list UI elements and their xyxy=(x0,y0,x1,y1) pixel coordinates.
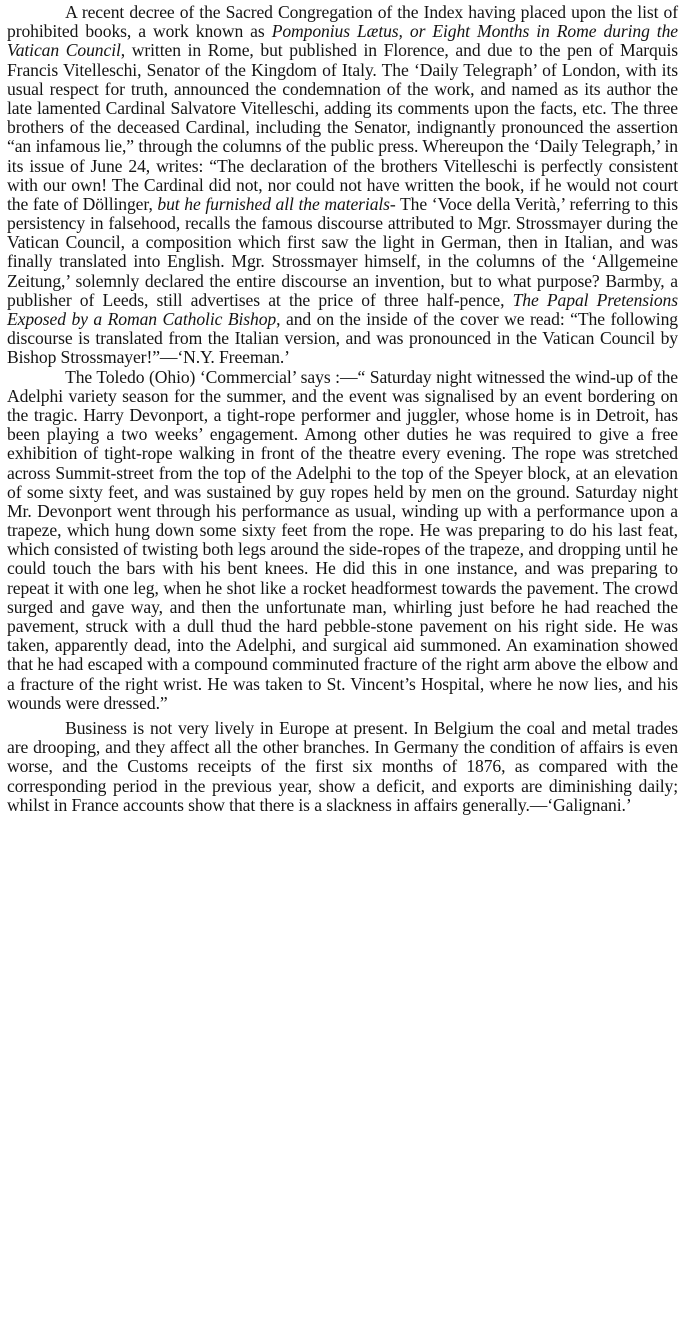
text-run: A recent decree of the Sacred Congregation of the Index having placed upon the list of prohibited books, a work known as xyxy=(7,2,678,42)
paragraph-business-europe xyxy=(7,719,678,815)
italic-emphasis: but he furnished all the materials- xyxy=(157,193,396,214)
paragraph-toledo-commercial xyxy=(7,368,678,713)
paragraph-vitelleschi xyxy=(7,3,678,368)
text-run: The ‘Voce della Verità,’ referring to this persistency in falsehood, recalls the famous discourse attributed to Mgr. Strossmayer during the Vatican Council, a composition which first saw the light in German, then in Italian, and was finally translated into English. Mgr. Strossmayer himself, in the columns of the ‘Allgemeine Zeitung,’ solemnly declared the entire discourse an invention, but to what purpose? Barmby, a publisher of Leeds, still advertises at the price of three half-pence, xyxy=(7,193,678,310)
italic-book-title: The Papal Pretensions Exposed by a Roman Catholic Bishop xyxy=(7,289,678,329)
text-run: The Toledo (Ohio) ‘Commercial’ says :—“ Saturday night witnessed the wind-up of the Adelphi variety season for the summer, and the event was signalised by an event bordering on the tragic. Harry Devonport, a tight-rope performer and juggler, whose home is in Detroit, has been playing a two weeks’ engagement. Among other duties he was required to give a free exhibition of tight-rope walking in front of the theatre every evening. The rope was stretched across Summit-street from the top of the Adelphi to the top of the Speyer block, at an elevation of some sixty feet, and was sustained by guy ropes held by men on the ground. Saturday night Mr. Devonport went through his performance as usual, winding up with a performance upon a trapeze, which hung down some sixty feet from the rope. He was preparing to do his last feat, which consisted of twisting both legs around the side-ropes of the trapeze, and dropping until he could touch the bars with his bent knees. He did this in one instance, and was preparing to repeat it with one leg, when he shot like a rocket headformest towards the pavement. The crowd surged and gave way, and then the unfortunate man, whirling just before he had reached the pavement, struck with a dull thud the hard pebble-stone pavement on his right side. He was taken, apparently dead, into the Adelphi, and surgical aid summoned. An examination showed that he had escaped with a compound comminuted fracture of the right arm above the elbow and a fracture of the right wrist. He was taken to St. Vincent’s Hospital, where he now lies, and his wounds were dressed.” xyxy=(7,366,678,713)
italic-book-title: Pomponius Lætus, or Eight Months in Rome during the Vatican Council xyxy=(7,21,678,61)
text-run: , and on the inside of the cover we read: “The following discourse is translated from the Italian version, and was pronounced in the Vatican Council by Bishop Strossmayer!”—‘N.Y. Freeman.’ xyxy=(7,309,678,368)
text-run: , written in Rome, but published in Florence, and due to the pen of Marquis Francis Vitelleschi, Senator of the Kingdom of Italy. The ‘Daily Telegraph’ of London, with its usual respect for truth, announced the condemnation of the work, and named as its author the late lamented Cardinal Salvatore Vitelleschi, adding its comments upon the facts, etc. The three brothers of the deceased Cardinal, including the Senator, indignantly pronounced the assertion “an infamous lie,” through the columns of the public press. Whereupon the ‘Daily Telegraph,’ in its issue of June 24, writes: “The declaration of the brothers Vitelleschi is perfectly consistent with our own! The Cardinal did not, nor could not have written the book, if he would not court the fate of Döllinger, xyxy=(7,40,678,214)
text-run: Business is not very lively in Europe at present. In Belgium the coal and metal trades are drooping, and they affect all the other branches. In Germany the condition of affairs is even worse, and the Customs receipts of the first six months of 1876, as compared with the corresponding period in the previous year, show a deficit, and exports are diminishing daily; whilst in France accounts show that there is a slackness in affairs generally.—‘Galignani.’ xyxy=(7,717,678,815)
